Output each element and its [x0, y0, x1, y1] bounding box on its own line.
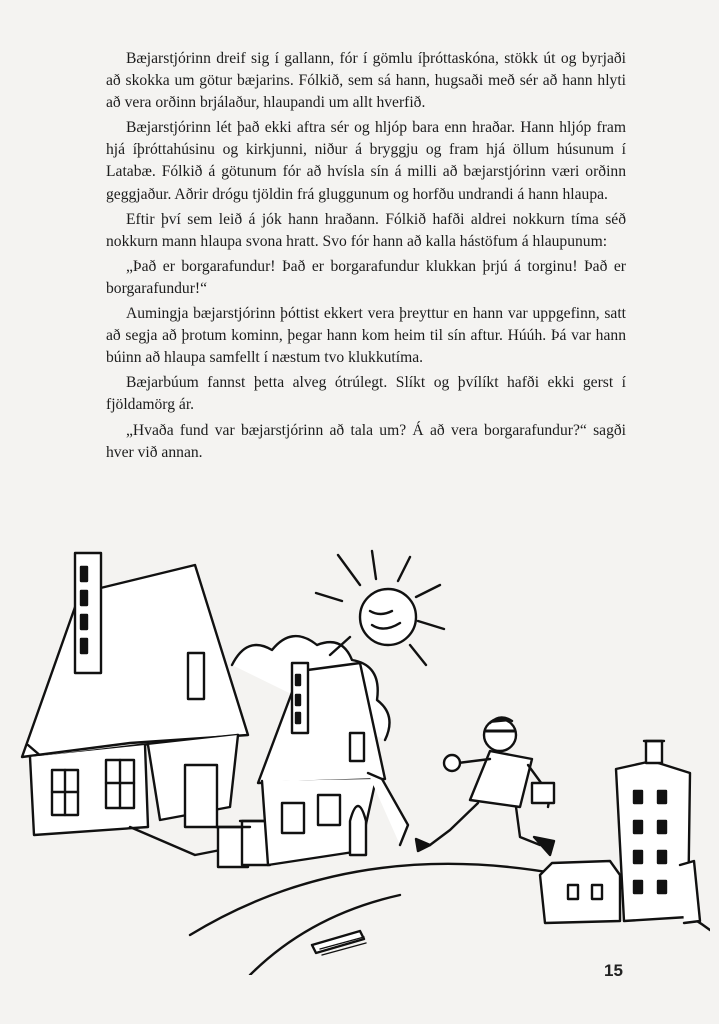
paragraph-3: Eftir því sem leið á jók hann hraðann. Fólkið hafði aldrei nokkurn tíma séð nokkurn mann hlaupa svona hratt. Svo fór hann að kalla hástöfum á hlaupunum: — [106, 210, 626, 250]
running-man — [416, 717, 554, 855]
paragraph-4: „Það er borgarafundur! Það er borgarafundur klukkan þrjú á torginu! Það er borgarafundur!“ — [106, 257, 626, 297]
right-buildings — [540, 741, 700, 923]
left-house — [22, 553, 256, 855]
trash-cans — [216, 821, 272, 867]
town-running-illustration — [20, 545, 710, 975]
paragraph-7: „Hvaða fund var bæjarstjórinn að tala um? Á að vera borgarafundur?“ sagði hver við annan. — [106, 421, 626, 461]
story-text — [106, 48, 626, 467]
paragraph-5: Aumingja bæjarstjórinn þóttist ekkert vera þreyttur en hann var uppgefinn, satt að segja að þrotum kominn, þegar hann kom heim til sín aftur. Húúh. Þá var hann búinn að hlaupa samfellt í næstum tvo klukkutíma. — [106, 305, 626, 367]
middle-house — [258, 663, 408, 865]
paragraph-2: Bæjarstjórinn lét það ekki aftra sér og hljóp bara enn hraðar. Hann hljóp fram hjá íþróttahúsinu og kirkjunni, niður á bryggju og fram hjá öllum húsunum í Latabæ. Fólkið á götunum fór að hvísla sín á milli að bæjarstjórinn væri orðinn geggjaður. Aðrir drógu tjöldin frá gluggunum og horfðu undrandi á hann hlaupa. — [106, 119, 626, 203]
page-number: 15 — [604, 961, 623, 980]
paragraph-6: Bæjarbúum fannst þetta alveg ótrúlegt. Slíkt og þvílíkt hafði ekki gerst í fjöldamörg ár. — [106, 374, 626, 414]
paragraph-1: Bæjarstjórinn dreif sig í gallann, fór í gömlu íþróttaskóna, stökk út og byrjaði að skokka um götur bæjarins. Fólkið, sem sá hann, hugsaði með sér að hann hlyti að vera orðinn brjálaður, hlaupandi um allt hverfið. — [106, 50, 626, 112]
